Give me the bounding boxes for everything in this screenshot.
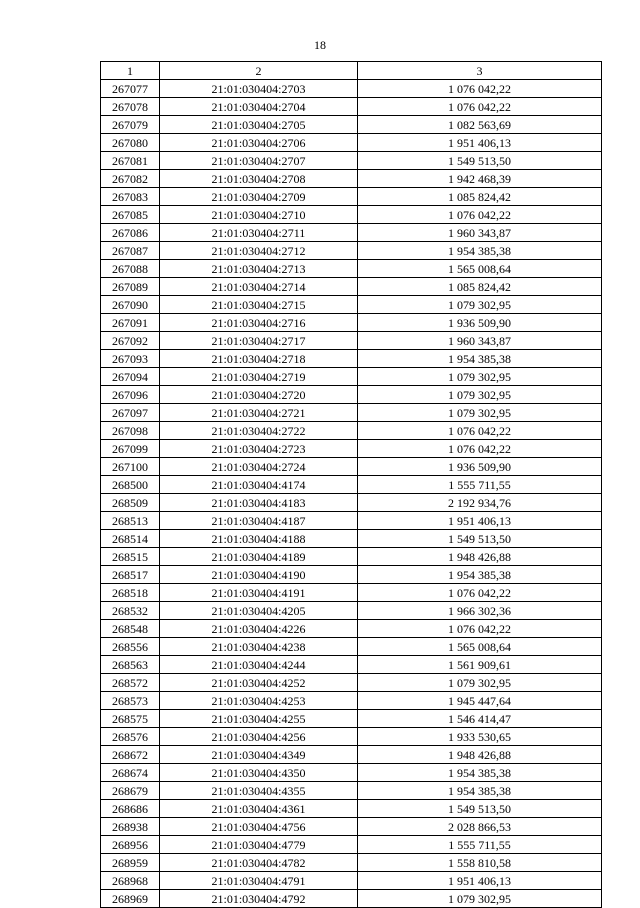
table-row [101, 98, 602, 116]
cell-record-number: 267097 [101, 404, 160, 422]
cell-value: 1 966 302,36 [358, 602, 602, 620]
table-row [101, 818, 602, 836]
table-row [101, 746, 602, 764]
cell-value: 1 549 513,50 [358, 800, 602, 818]
table-row [101, 800, 602, 818]
cell-value: 1 558 810,58 [358, 854, 602, 872]
table-row [101, 152, 602, 170]
table-row [101, 134, 602, 152]
table-row [101, 350, 602, 368]
table-row [101, 692, 602, 710]
cell-record-number: 268575 [101, 710, 160, 728]
cell-value: 1 561 909,61 [358, 656, 602, 674]
cell-record-number: 268548 [101, 620, 160, 638]
cell-cadastral-number: 21:01:030404:4256 [160, 728, 358, 746]
cell-value: 1 565 008,64 [358, 260, 602, 278]
table-row [101, 314, 602, 332]
cell-record-number: 267079 [101, 116, 160, 134]
cell-record-number: 267096 [101, 386, 160, 404]
cell-value: 1 555 711,55 [358, 476, 602, 494]
cell-cadastral-number: 21:01:030404:4189 [160, 548, 358, 566]
cell-value: 1 951 406,13 [358, 134, 602, 152]
cell-value: 1 549 513,50 [358, 530, 602, 548]
cell-cadastral-number: 21:01:030404:2721 [160, 404, 358, 422]
cell-cadastral-number: 21:01:030404:2711 [160, 224, 358, 242]
cell-record-number: 267080 [101, 134, 160, 152]
cell-value: 1 549 513,50 [358, 152, 602, 170]
cell-record-number: 268576 [101, 728, 160, 746]
table-row [101, 386, 602, 404]
cell-record-number: 268572 [101, 674, 160, 692]
cell-record-number: 268674 [101, 764, 160, 782]
cell-cadastral-number: 21:01:030404:2718 [160, 350, 358, 368]
cell-record-number: 268556 [101, 638, 160, 656]
cell-record-number: 267091 [101, 314, 160, 332]
table-row [101, 332, 602, 350]
cell-cadastral-number: 21:01:030404:4756 [160, 818, 358, 836]
cell-value: 1 555 711,55 [358, 836, 602, 854]
table-row [101, 476, 602, 494]
cell-record-number: 267099 [101, 440, 160, 458]
cell-cadastral-number: 21:01:030404:4190 [160, 566, 358, 584]
cell-record-number: 268968 [101, 872, 160, 890]
cell-record-number: 268518 [101, 584, 160, 602]
table-row [101, 638, 602, 656]
cell-cadastral-number: 21:01:030404:4226 [160, 620, 358, 638]
cell-record-number: 267088 [101, 260, 160, 278]
cell-value: 1 076 042,22 [358, 620, 602, 638]
cell-value: 1 085 824,42 [358, 278, 602, 296]
cell-value: 1 546 414,47 [358, 710, 602, 728]
cell-value: 1 079 302,95 [358, 404, 602, 422]
cell-value: 1 076 042,22 [358, 80, 602, 98]
cell-record-number: 268563 [101, 656, 160, 674]
table-row [101, 80, 602, 98]
cell-value: 1 076 042,22 [358, 206, 602, 224]
cell-record-number: 268500 [101, 476, 160, 494]
table-row [101, 872, 602, 890]
cell-record-number: 268515 [101, 548, 160, 566]
column-header-1: 1 [101, 62, 160, 80]
table-row [101, 440, 602, 458]
table-body [101, 80, 602, 908]
page-number: 18 [314, 38, 326, 52]
cell-record-number: 268514 [101, 530, 160, 548]
cell-cadastral-number: 21:01:030404:4252 [160, 674, 358, 692]
cell-cadastral-number: 21:01:030404:4350 [160, 764, 358, 782]
cell-value: 1 945 447,64 [358, 692, 602, 710]
cell-record-number: 268573 [101, 692, 160, 710]
cell-record-number: 268672 [101, 746, 160, 764]
data-table [100, 61, 602, 908]
cell-cadastral-number: 21:01:030404:4792 [160, 890, 358, 908]
table-row [101, 782, 602, 800]
cell-cadastral-number: 21:01:030404:4238 [160, 638, 358, 656]
cell-record-number: 267078 [101, 98, 160, 116]
cell-cadastral-number: 21:01:030404:2709 [160, 188, 358, 206]
cell-cadastral-number: 21:01:030404:4791 [160, 872, 358, 890]
cell-value: 2 192 934,76 [358, 494, 602, 512]
cell-record-number: 267100 [101, 458, 160, 476]
cell-value: 1 951 406,13 [358, 512, 602, 530]
column-header-3: 3 [358, 62, 602, 80]
table-row [101, 530, 602, 548]
cell-value: 1 076 042,22 [358, 422, 602, 440]
cell-cadastral-number: 21:01:030404:4191 [160, 584, 358, 602]
cell-cadastral-number: 21:01:030404:4355 [160, 782, 358, 800]
cell-cadastral-number: 21:01:030404:2720 [160, 386, 358, 404]
cell-record-number: 267085 [101, 206, 160, 224]
cell-cadastral-number: 21:01:030404:4253 [160, 692, 358, 710]
cell-cadastral-number: 21:01:030404:2705 [160, 116, 358, 134]
table-row [101, 260, 602, 278]
column-header-2: 2 [160, 62, 358, 80]
cell-record-number: 268679 [101, 782, 160, 800]
cell-value: 1 948 426,88 [358, 548, 602, 566]
cell-value: 1 076 042,22 [358, 584, 602, 602]
cell-cadastral-number: 21:01:030404:2712 [160, 242, 358, 260]
cell-value: 1 085 824,42 [358, 188, 602, 206]
cell-value: 1 936 509,90 [358, 458, 602, 476]
cell-record-number: 268959 [101, 854, 160, 872]
cell-cadastral-number: 21:01:030404:4361 [160, 800, 358, 818]
cell-cadastral-number: 21:01:030404:2707 [160, 152, 358, 170]
table-row [101, 656, 602, 674]
cell-value: 1 954 385,38 [358, 764, 602, 782]
cell-value: 1 082 563,69 [358, 116, 602, 134]
cell-record-number: 267087 [101, 242, 160, 260]
cell-cadastral-number: 21:01:030404:4183 [160, 494, 358, 512]
cell-record-number: 267098 [101, 422, 160, 440]
table-row [101, 170, 602, 188]
cell-record-number: 267094 [101, 368, 160, 386]
table-row [101, 584, 602, 602]
table-row [101, 494, 602, 512]
cell-record-number: 268956 [101, 836, 160, 854]
cell-cadastral-number: 21:01:030404:4349 [160, 746, 358, 764]
cell-record-number: 268517 [101, 566, 160, 584]
cell-value: 1 079 302,95 [358, 674, 602, 692]
table-row [101, 710, 602, 728]
table-row [101, 206, 602, 224]
cell-cadastral-number: 21:01:030404:4187 [160, 512, 358, 530]
cell-cadastral-number: 21:01:030404:4205 [160, 602, 358, 620]
cell-record-number: 267077 [101, 80, 160, 98]
cell-record-number: 268969 [101, 890, 160, 908]
table-row [101, 278, 602, 296]
table-row [101, 404, 602, 422]
cell-cadastral-number: 21:01:030404:2719 [160, 368, 358, 386]
cell-value: 1 079 302,95 [358, 368, 602, 386]
cell-cadastral-number: 21:01:030404:2706 [160, 134, 358, 152]
cell-cadastral-number: 21:01:030404:4782 [160, 854, 358, 872]
cell-record-number: 267081 [101, 152, 160, 170]
table-row [101, 368, 602, 386]
cell-value: 1 951 406,13 [358, 872, 602, 890]
cell-value: 1 942 468,39 [358, 170, 602, 188]
cell-record-number: 267093 [101, 350, 160, 368]
cell-cadastral-number: 21:01:030404:4255 [160, 710, 358, 728]
cell-record-number: 267092 [101, 332, 160, 350]
cell-cadastral-number: 21:01:030404:4174 [160, 476, 358, 494]
cell-cadastral-number: 21:01:030404:2722 [160, 422, 358, 440]
table-row [101, 836, 602, 854]
cell-record-number: 268686 [101, 800, 160, 818]
cell-cadastral-number: 21:01:030404:2713 [160, 260, 358, 278]
table-row [101, 854, 602, 872]
cell-value: 1 936 509,90 [358, 314, 602, 332]
cell-cadastral-number: 21:01:030404:4244 [160, 656, 358, 674]
cell-value: 1 948 426,88 [358, 746, 602, 764]
cell-cadastral-number: 21:01:030404:4779 [160, 836, 358, 854]
cell-cadastral-number: 21:01:030404:2724 [160, 458, 358, 476]
table-row [101, 188, 602, 206]
table-row [101, 512, 602, 530]
cell-record-number: 268938 [101, 818, 160, 836]
cell-value: 1 954 385,38 [358, 566, 602, 584]
cell-cadastral-number: 21:01:030404:2716 [160, 314, 358, 332]
cell-record-number: 268532 [101, 602, 160, 620]
cell-record-number: 267090 [101, 296, 160, 314]
cell-cadastral-number: 21:01:030404:2723 [160, 440, 358, 458]
cell-record-number: 267082 [101, 170, 160, 188]
cell-cadastral-number: 21:01:030404:2708 [160, 170, 358, 188]
table-row [101, 764, 602, 782]
cell-record-number: 267083 [101, 188, 160, 206]
cell-cadastral-number: 21:01:030404:4188 [160, 530, 358, 548]
cell-cadastral-number: 21:01:030404:2703 [160, 80, 358, 98]
cell-cadastral-number: 21:01:030404:2714 [160, 278, 358, 296]
cell-value: 1 079 302,95 [358, 890, 602, 908]
table-row [101, 224, 602, 242]
table-row [101, 422, 602, 440]
cell-value: 1 954 385,38 [358, 782, 602, 800]
cell-cadastral-number: 21:01:030404:2715 [160, 296, 358, 314]
cell-cadastral-number: 21:01:030404:2710 [160, 206, 358, 224]
table-row [101, 674, 602, 692]
table-row [101, 116, 602, 134]
cell-cadastral-number: 21:01:030404:2704 [160, 98, 358, 116]
table-row [101, 458, 602, 476]
table-header-row [101, 62, 602, 80]
cell-value: 2 028 866,53 [358, 818, 602, 836]
cell-cadastral-number: 21:01:030404:2717 [160, 332, 358, 350]
cell-value: 1 960 343,87 [358, 332, 602, 350]
cell-record-number: 267086 [101, 224, 160, 242]
cell-value: 1 954 385,38 [358, 350, 602, 368]
table-row [101, 296, 602, 314]
table-row [101, 242, 602, 260]
cell-record-number: 268513 [101, 512, 160, 530]
cell-value: 1 954 385,38 [358, 242, 602, 260]
table-row [101, 602, 602, 620]
cell-value: 1 079 302,95 [358, 386, 602, 404]
cell-value: 1 933 530,65 [358, 728, 602, 746]
cell-value: 1 079 302,95 [358, 296, 602, 314]
table-row [101, 548, 602, 566]
cell-value: 1 076 042,22 [358, 440, 602, 458]
table-row [101, 620, 602, 638]
cell-record-number: 268509 [101, 494, 160, 512]
table-row [101, 728, 602, 746]
cell-value: 1 565 008,64 [358, 638, 602, 656]
cell-record-number: 267089 [101, 278, 160, 296]
cell-value: 1 076 042,22 [358, 98, 602, 116]
cell-value: 1 960 343,87 [358, 224, 602, 242]
table-row [101, 566, 602, 584]
